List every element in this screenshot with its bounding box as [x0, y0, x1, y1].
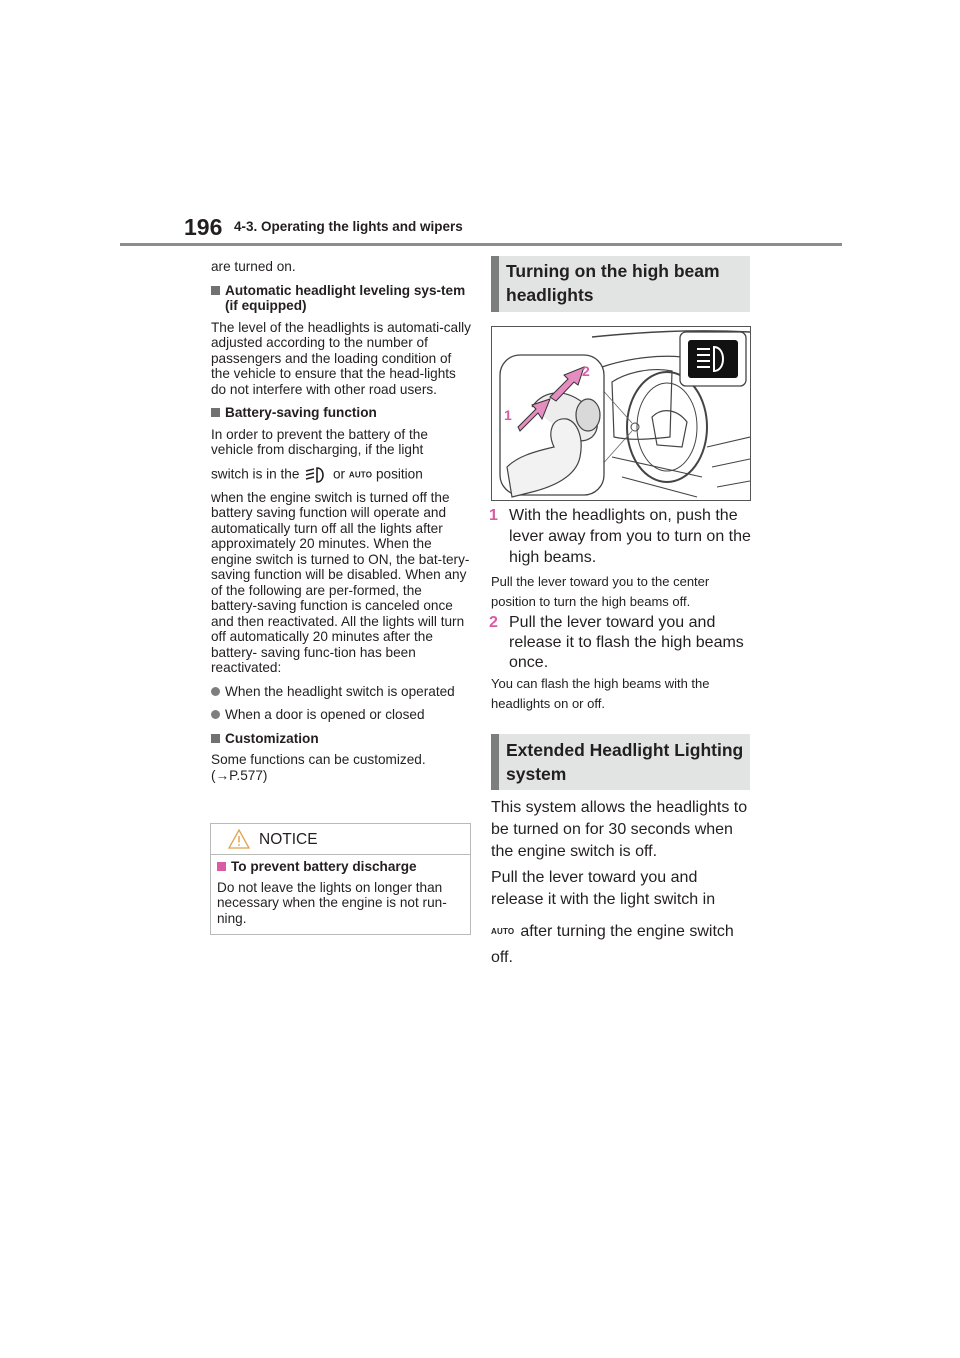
- section-heading-high-beam: Turning on the high beam headlights: [491, 256, 750, 312]
- auto-icon: AUTO: [491, 926, 515, 936]
- customization-body: Some functions can be customized. (→P.577): [211, 752, 426, 783]
- step-2: 2 Pull the lever toward you and release it to flash the high beams once.: [489, 614, 744, 671]
- extended-para-3: AUTO after turning the engine switch off.: [491, 923, 734, 966]
- left-column: [211, 259, 471, 791]
- square-bullet-icon: [211, 286, 220, 295]
- high-beam-lever-illustration: [491, 326, 751, 501]
- intro-text: are turned on.: [211, 259, 296, 274]
- step-1-note: Pull the lever toward you to the center position to turn the high beams off.: [491, 574, 710, 609]
- step-1: 1 With the headlights on, push the lever away from you to turn on the high beams.: [489, 507, 751, 566]
- auto-icon: AUTO: [348, 469, 373, 479]
- warning-triangle-icon: [228, 829, 250, 849]
- notice-title: NOTICE: [259, 831, 318, 848]
- square-bullet-icon: [217, 862, 226, 871]
- list-item: When a door is opened or closed: [211, 707, 471, 723]
- notice-heading: To prevent battery discharge: [217, 859, 467, 875]
- notice-body-text: Do not leave the lights on longer than necessary when the engine is not run-ning.: [217, 879, 447, 926]
- leveling-body: The level of the headlights is automati-cally adjusted according to the number of passengers and the loading condition of the vehicle to ensure that the head-lights do not interfere with other road users.: [211, 319, 471, 397]
- callout-2: 2: [582, 363, 590, 379]
- notice-box: [210, 823, 471, 935]
- leveling-heading: Automatic headlight leveling sys-tem (if equipped): [211, 283, 471, 314]
- battery-switch-line: switch is in the or AUTO position: [211, 466, 471, 484]
- extended-para-2: Pull the lever toward you and release it with the light switch in: [491, 869, 716, 908]
- square-bullet-icon: [211, 734, 220, 743]
- step-2-note: You can flash the high beams with the headlights on or off.: [491, 676, 710, 711]
- square-bullet-icon: [211, 408, 220, 417]
- low-beam-headlight-icon: [303, 466, 329, 484]
- callout-1: 1: [504, 407, 512, 423]
- battery-heading: Battery-saving function: [211, 405, 471, 421]
- page-number: 196: [184, 214, 223, 240]
- round-bullet-icon: [211, 687, 220, 696]
- battery-body-2: when the engine switch is turned off the battery saving function will operate and automatically turn off all the lights after approximately 20 minutes. When the engine switch is turned to ON, the bat-tery-saving function will be disabled. When any of the following are per-formed, the battery-saving function is canceled once and then reactivated. All the lights will turn off automatically 20 minutes after the battery- saving func-tion has been reactivated:: [211, 489, 470, 675]
- battery-body-1: In order to prevent the battery of the vehicle from discharging, if the light: [211, 426, 428, 457]
- notice-title-bar: [211, 824, 470, 855]
- extended-para-1: This system allows the headlights to be turned on for 30 seconds when the engine switch is off.: [491, 799, 748, 860]
- lever-illustration-svg: [492, 327, 750, 500]
- customization-heading: Customization: [211, 731, 471, 747]
- header-rule: [120, 243, 842, 246]
- round-bullet-icon: [211, 710, 220, 719]
- chapter-title: 4-3. Operating the lights and wipers: [234, 219, 463, 234]
- list-item: When the headlight switch is operated: [211, 684, 471, 700]
- section-heading-extended-lighting: Extended Headlight Lighting system: [491, 734, 750, 790]
